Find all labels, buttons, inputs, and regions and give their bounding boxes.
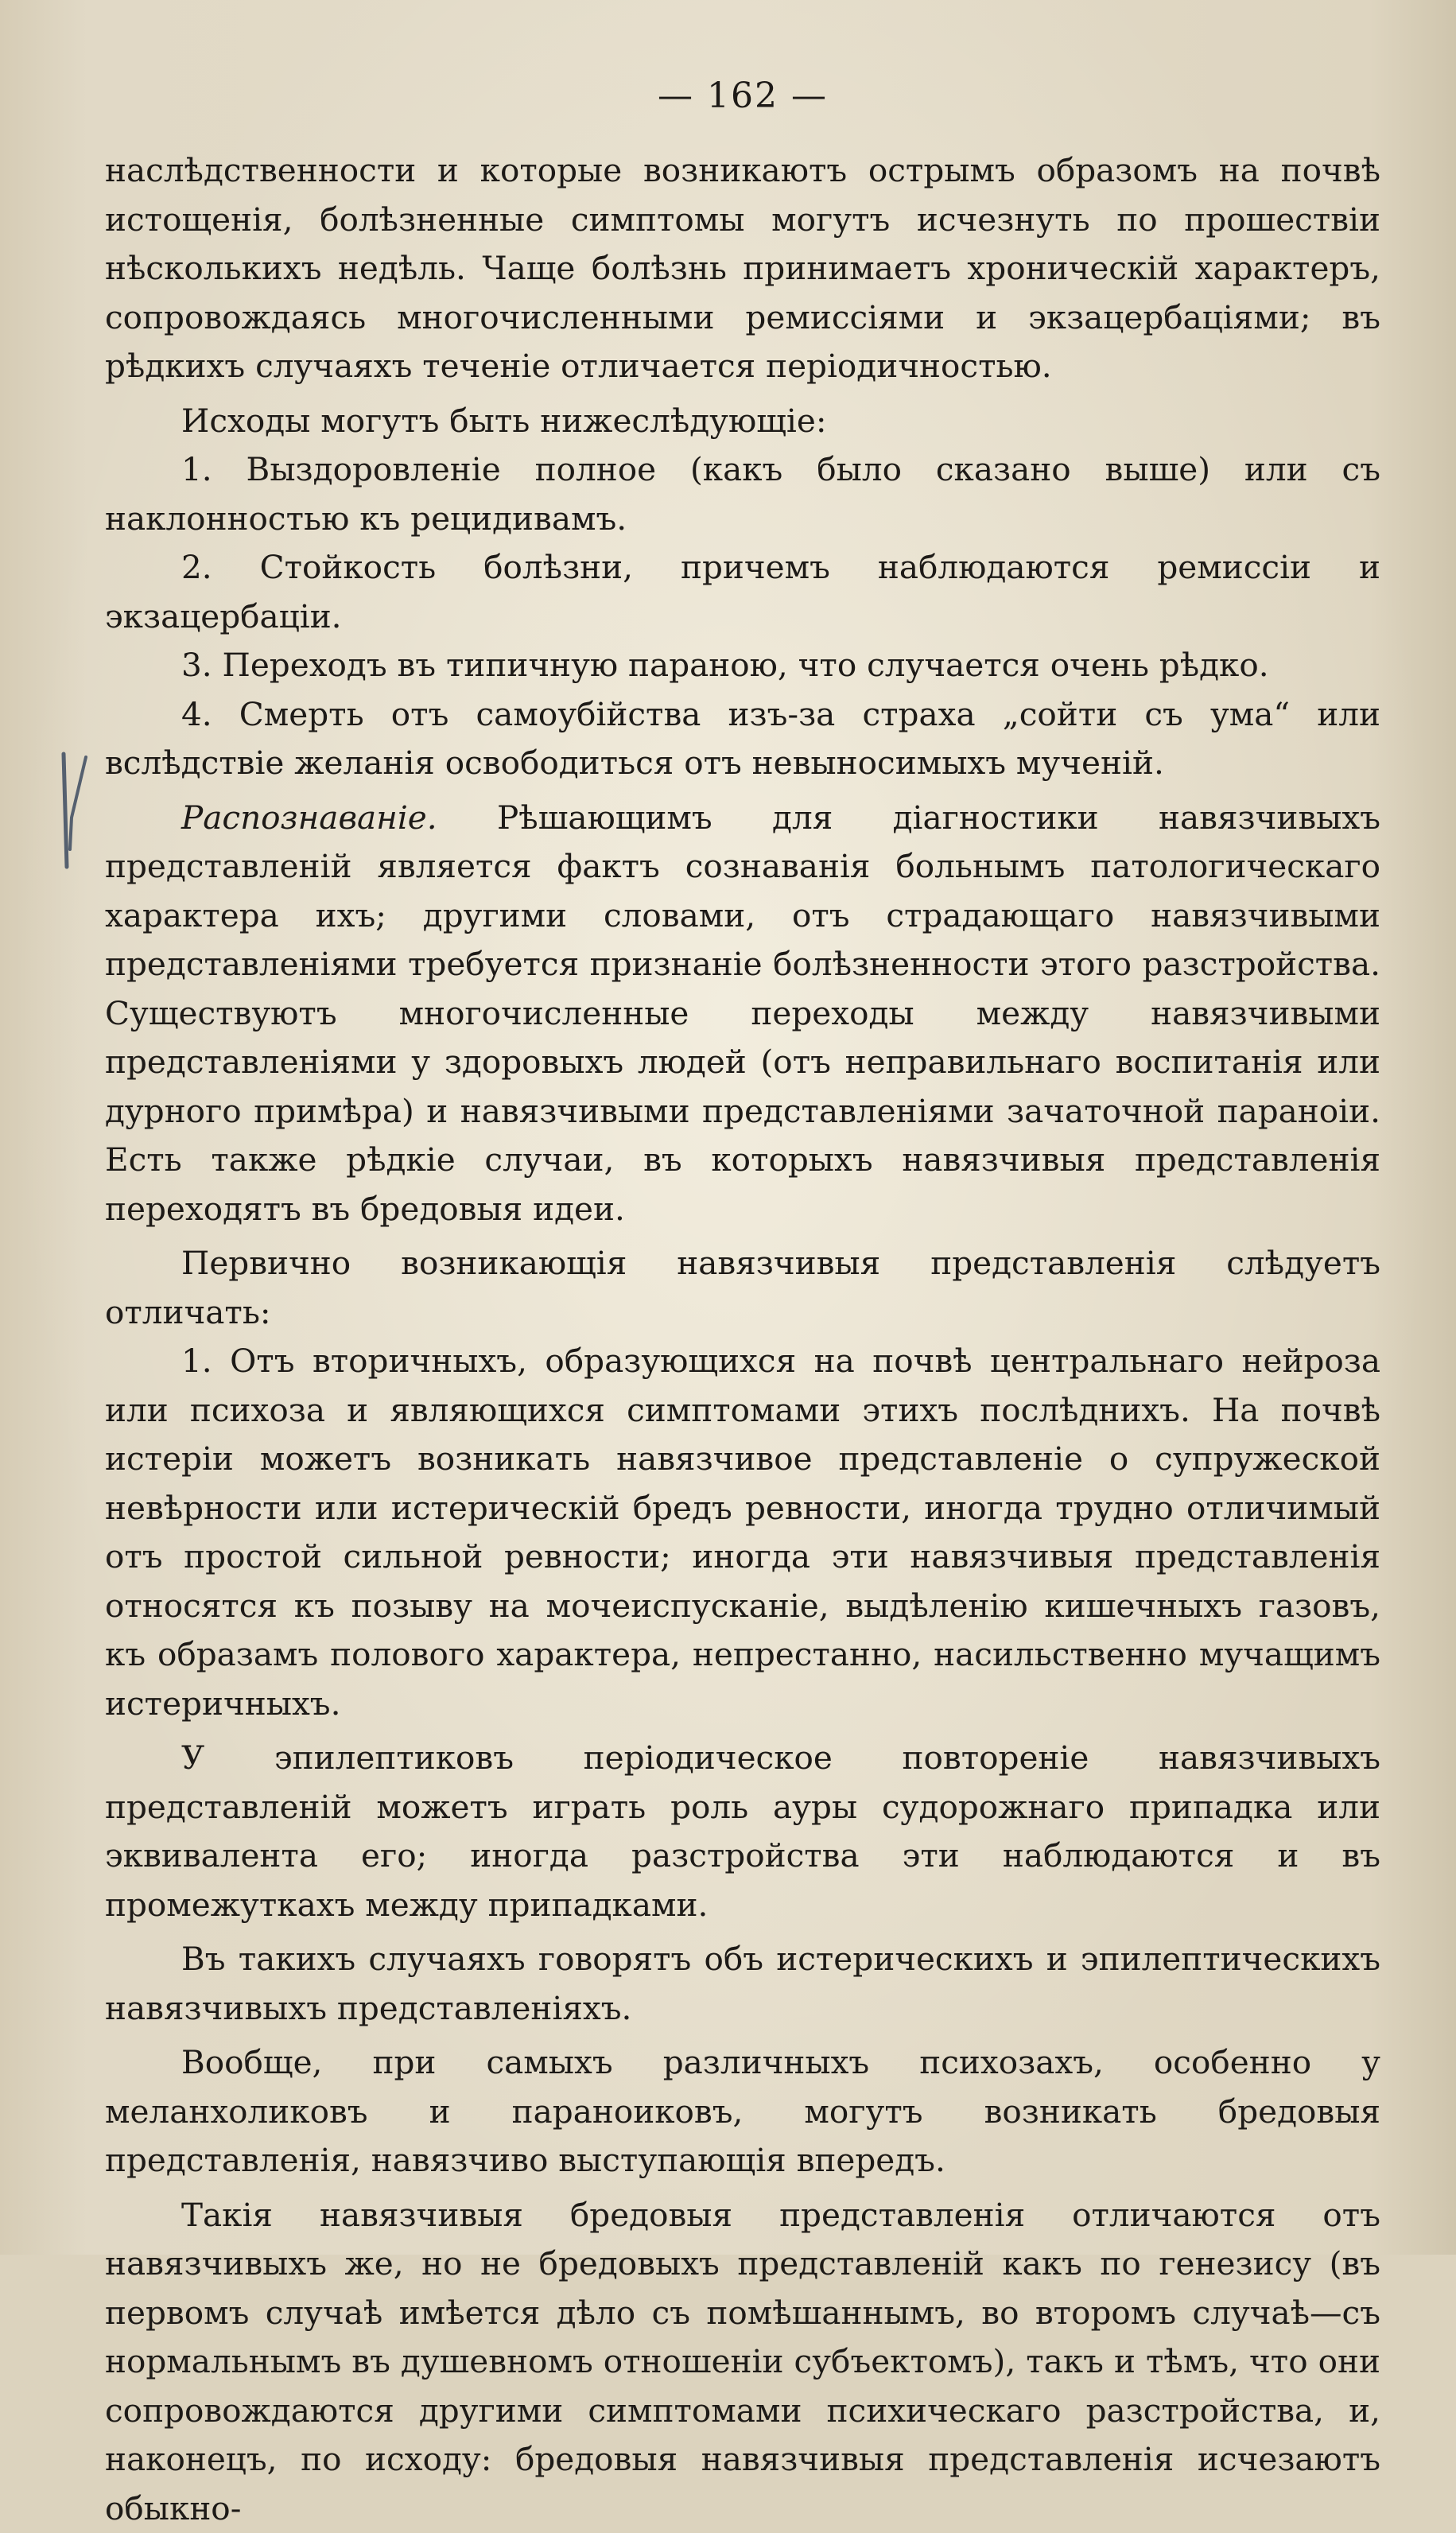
- paragraph: У эпилептиковъ періодическое повтореніе навязчивыхъ представленій можетъ играть роль ауры судорожнаго припадка или эквивалента его; иногда разстройства эти наблюдаются и въ промежуткахъ между припадками.: [105, 1734, 1380, 1929]
- list-item: 4. Смерть отъ самоубійства изъ-за страха „сойти съ ума“ или вслѣдствіе желанія освободиться отъ невыносимыхъ мученій.: [105, 690, 1380, 788]
- page-number: — 162 —: [105, 76, 1380, 116]
- list-item: 2. Стойкость болѣзни, причемъ наблюдаются ремиссіи и экзацербаціи.: [105, 543, 1380, 641]
- list-item: 3. Переходъ въ типичную параною, что случается очень рѣдко.: [105, 641, 1380, 690]
- paragraph: Вообще, при самыхъ различныхъ психозахъ, особенно у меланхоликовъ и параноиковъ, могутъ возникать бредовыя представленія, навязчиво выступающія впередъ.: [105, 2038, 1380, 2185]
- paragraph: Первично возникающія навязчивыя представленія слѣдуетъ отличать:: [105, 1239, 1380, 1337]
- paragraph: Въ такихъ случаяхъ говорятъ объ истерическихъ и эпилептическихъ навязчивыхъ представленіяхъ.: [105, 1935, 1380, 2033]
- paragraph-text: Рѣшающимъ для діагностики навязчивыхъ представленій является фактъ сознаванія больнымъ патологическаго характера ихъ; другими словами, отъ страдающаго навязчивыми представленіями требуется признаніе болѣзненности этого разстройства. Существуютъ многочисленные переходы между навязчивыми представленіями у здоровыхъ людей (отъ неправильнаго воспитанія или дурного примѣра) и навязчивыми представленіями зачаточной параноіи. Есть также рѣдкіе случаи, въ которыхъ навязчивыя представленія переходятъ въ бредовыя идеи.: [105, 798, 1380, 1228]
- pencil-margin-mark: [59, 748, 91, 875]
- paragraph: Исходы могутъ быть нижеслѣдующіе:: [105, 397, 1380, 446]
- paragraph: [105, 794, 1380, 1234]
- list-item: 1. Выздоровленіе полное (какъ было сказано выше) или съ наклонностью къ рецидивамъ.: [105, 445, 1380, 543]
- body-text: [105, 146, 1380, 2533]
- list-item: 1. Отъ вторичныхъ, образующихся на почвѣ центральнаго нейроза или психоза и являющихся симптомами этихъ послѣднихъ. На почвѣ истеріи можетъ возникать навязчивое представленіе о супружеской невѣрности или истерическій бредъ ревности, иногда трудно отличимый отъ простой сильной ревности; иногда эти навязчивыя представленія относятся къ позыву на мочеиспусканіе, выдѣленію кишечныхъ газовъ, къ образамъ полового характера, непрестанно, насильственно мучащимъ истеричныхъ.: [105, 1337, 1380, 1728]
- section-heading: Распознаваніе.: [181, 798, 437, 837]
- paragraph: Такія навязчивыя бредовыя представленія отличаются отъ навязчивыхъ же, но не бредовыхъ представленій какъ по генезису (въ первомъ случаѣ имѣется дѣло съ помѣшаннымъ, во второмъ случаѣ—съ нормальнымъ въ душевномъ отношеніи субъектомъ), такъ и тѣмъ, что они сопровождаются другими симптомами психическаго разстройства, и, наконецъ, по исходу: бредовыя навязчивыя представленія исчезаютъ обыкно-: [105, 2191, 1380, 2533]
- paragraph: наслѣдственности и которые возникаютъ острымъ образомъ на почвѣ истощенія, болѣзненные симптомы могутъ исчезнуть по прошествіи нѣсколькихъ недѣль. Чаще болѣзнь принимаетъ хроническій характеръ, сопровождаясь многочисленными ремиссіями и экзацербаціями; въ рѣдкихъ случаяхъ теченіе отличается періодичностью.: [105, 146, 1380, 391]
